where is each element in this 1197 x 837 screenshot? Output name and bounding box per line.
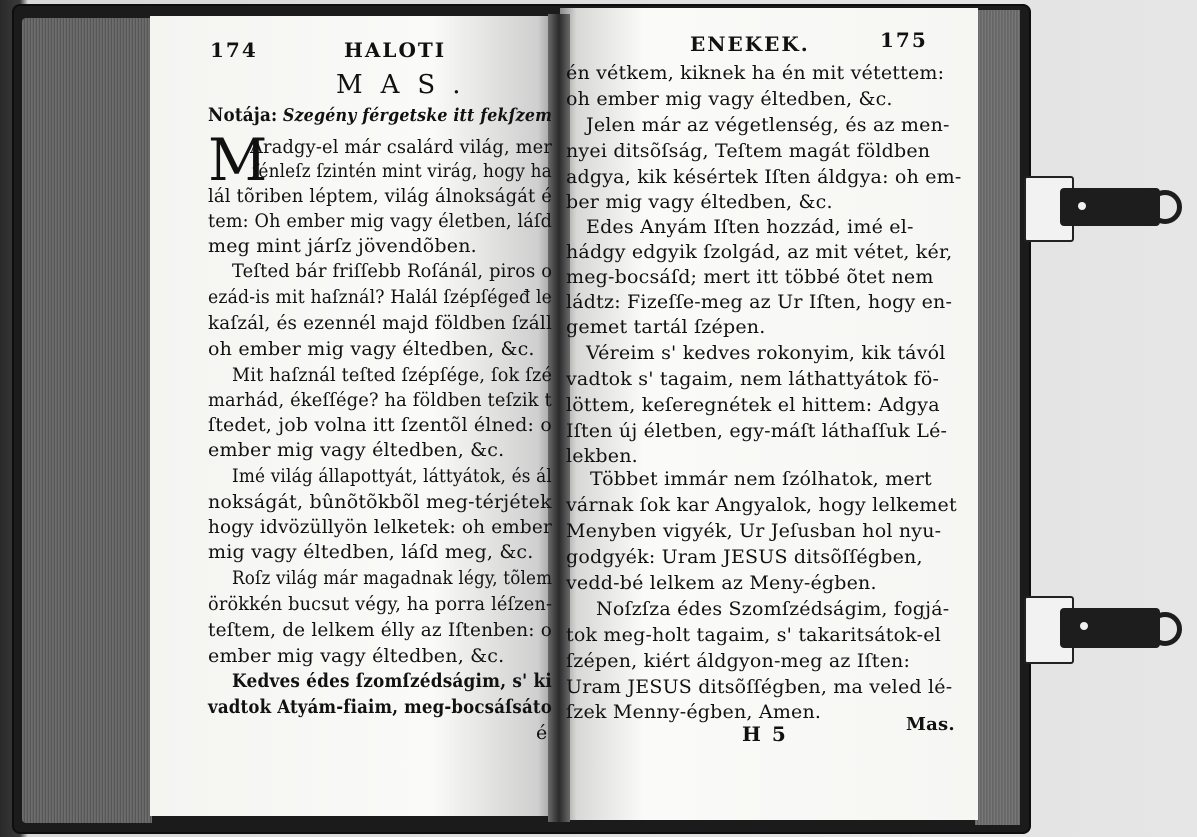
- right-line: Véreim s' kedves rokonyim, kik távól: [586, 342, 946, 364]
- right-running-head: ENEKEK.: [690, 32, 810, 56]
- left-line: kaſzál, és ezennél majd földben ſzáll: [208, 312, 553, 334]
- right-line: löttem, keſeregnétek el hittem: Adgya: [566, 394, 940, 416]
- lower-clasp-ring: [1148, 612, 1182, 646]
- right-line: ſzépen, kiért áldgyon-meg az Iſten:: [566, 650, 911, 672]
- left-line: örökkén bucsut végy, ha porra léſzen-: [208, 593, 553, 615]
- right-line: Noſzſza édes Szomſzédságim, fogjá-: [596, 598, 950, 620]
- upper-clasp-ring: [1148, 190, 1182, 224]
- right-line: várnak ſok kar Angyalok, hogy lelkemet: [566, 494, 957, 516]
- signature-mark: H 5: [742, 722, 788, 746]
- notaja-line: [208, 104, 552, 126]
- right-line: tok meg-holt tagaim, s' takaritsátok-el: [566, 624, 942, 646]
- left-line: Roſz világ már magadnak légy, tõlem: [232, 567, 553, 589]
- right-line: én vétkem, kiknek ha én mit vétettem:: [566, 62, 945, 84]
- right-line: lekben.: [566, 445, 638, 467]
- left-line: ezád-is mit haſznál? Halál ſzépſégeđ le: [208, 286, 553, 308]
- right-page-number: 175: [880, 28, 928, 52]
- left-line: Imé világ állapottyát, láttyátok, és ál: [232, 465, 552, 487]
- left-line: Mit haſznál teſted ſzépſége, ſok ſzé: [232, 364, 553, 386]
- drop-cap: M: [208, 126, 268, 194]
- right-line: Iſten új életben, egy-máſt láthaſſuk Lé-: [566, 420, 948, 442]
- left-line: Kedves édes ſzomſzédságim, s' ki: [232, 670, 552, 692]
- right-line: oh ember mig vagy éltedben, &c.: [566, 88, 893, 110]
- notaja-tune: Szegény férgetske itt fekſzem: [282, 105, 553, 126]
- left-line: ſtedet, job volna itt ſzentõl élned: o: [208, 414, 552, 436]
- left-line: hogy idvözüllyön lelketek: oh ember: [208, 516, 552, 538]
- left-line: ember mig vagy éltedben, &c.: [208, 439, 505, 461]
- right-line: godgyék: Uram JESUS ditsõſſégben,: [566, 546, 923, 568]
- right-catchword: Mas.: [906, 714, 955, 735]
- right-line: hádgy edgyik ſzolgád, az mit vétet, kér,: [566, 241, 953, 263]
- right-line: Edes Anyám Iſten hozzád, imé el-: [586, 216, 914, 238]
- section-title: MAS.: [336, 70, 479, 100]
- lower-clasp-bar: [1060, 608, 1160, 648]
- left-page-number: 174: [210, 38, 258, 62]
- upper-clasp-bar: [1060, 188, 1160, 226]
- lower-clasp-rivet: [1080, 622, 1088, 630]
- left-catchword: é: [536, 722, 548, 744]
- right-line: ſzek Menny-égben, Amen.: [566, 701, 822, 723]
- right-line: Menyben vigyék, Ur Jeſusban hol nyu-: [566, 520, 942, 542]
- left-line: Teſted bár friſſebb Roſánál, piros o: [232, 260, 553, 282]
- left-line: lál tõriben léptem, világ álnokságát é: [208, 185, 553, 207]
- right-page-edges: [975, 10, 1020, 825]
- right-line: vedd-bé lelkem az Meny-égben.: [566, 572, 877, 594]
- left-running-head: HALOTI: [344, 38, 447, 62]
- right-line: Többet immár nem ſzólhatok, mert: [590, 468, 932, 490]
- left-line: mig vagy éltedben, láſd meg, &c.: [208, 541, 534, 563]
- right-line: ládtz: Fizeſſe-meg az Ur Iſten, hogy en-: [566, 291, 953, 313]
- left-line: oh ember mig vagy éltedben, &c.: [208, 338, 535, 360]
- notaja-label: Notája:: [208, 104, 278, 126]
- left-line: meg mint járſz jövendõben.: [208, 235, 477, 257]
- right-line: Jelen már az végetlenség, és az men-: [586, 114, 950, 136]
- left-line: marhád, ékeſſége? ha földben teſzik t: [208, 389, 552, 411]
- right-line: gemet tartál ſzépen.: [566, 316, 766, 338]
- right-line: Uram JESUS ditsõſſégben, ma veled lé-: [566, 676, 953, 698]
- right-line: meg-bocsáſd; mert itt többé õtet nem: [566, 266, 934, 288]
- left-page-edges: [22, 18, 152, 823]
- left-line: tem: Oh ember mig vagy életben, láſd: [208, 210, 553, 232]
- left-line: teſtem, de lelkem élly az Iſtenben: o: [208, 619, 553, 641]
- right-line: vadtok s' tagaim, nem láthattyátok fö-: [566, 368, 940, 390]
- left-line: vadtok Atyám-fiaim, meg-bocsáſsáto: [208, 696, 552, 718]
- left-line: Aradgy-el már csalárd világ, mer: [250, 136, 553, 158]
- left-line: nokságát, bûnõtõkbõl meg-térjétek: [208, 491, 552, 513]
- upper-clasp-rivet: [1078, 202, 1086, 210]
- right-line: adgya, kik késértek Iſten áldgya: oh em-: [566, 166, 962, 188]
- right-line: nyei ditsõſság, Teſtem magát földben: [566, 140, 931, 162]
- left-line: fénleſz ſzintén mint virág, hogy ha: [252, 160, 552, 182]
- left-line: ember mig vagy éltedben, &c.: [208, 645, 505, 667]
- right-line: ber mig vagy éltedben, &c.: [566, 191, 833, 213]
